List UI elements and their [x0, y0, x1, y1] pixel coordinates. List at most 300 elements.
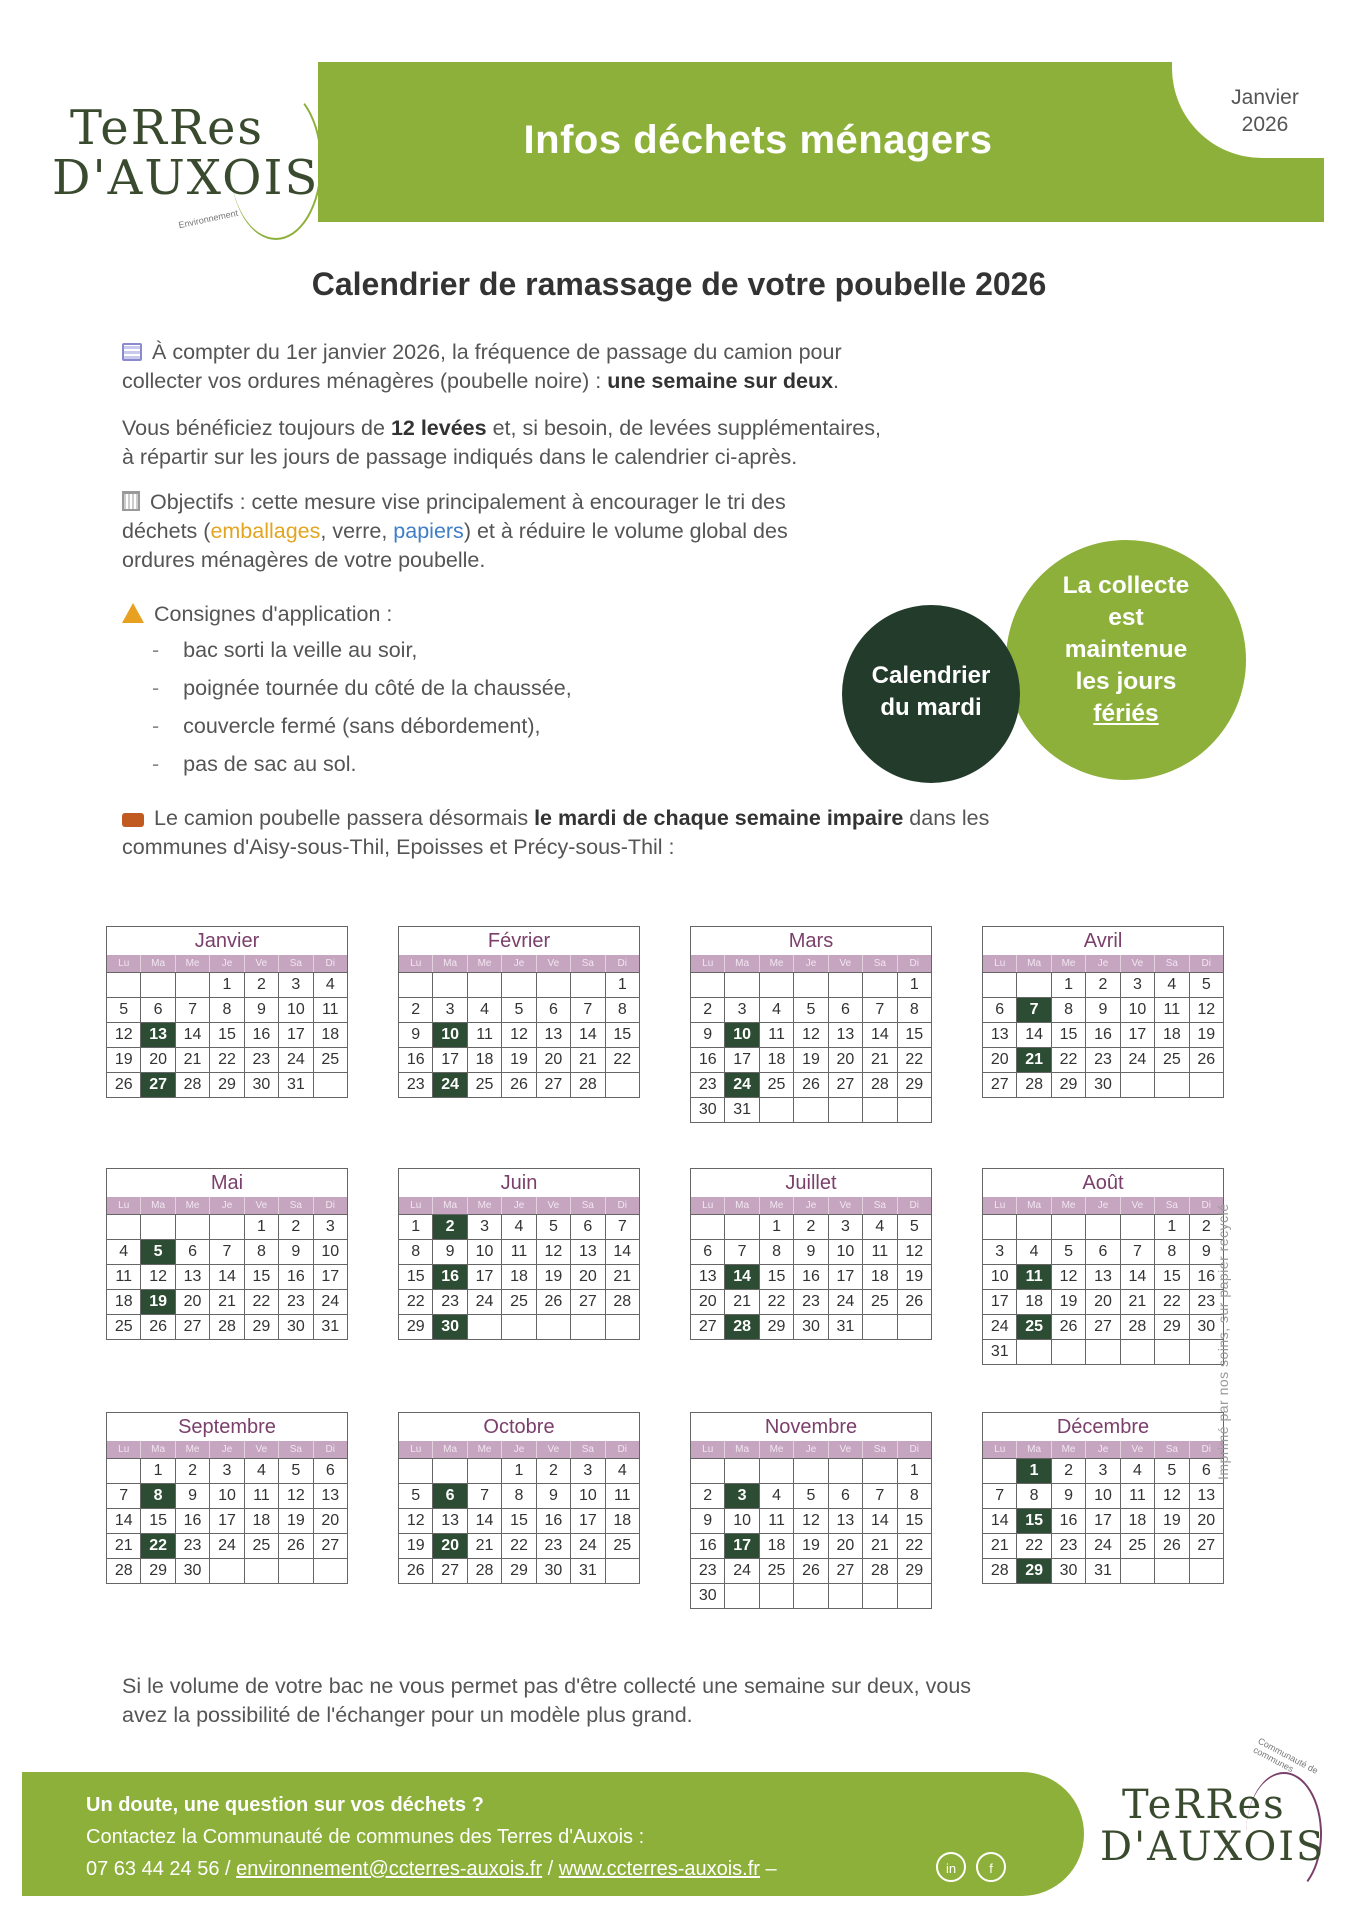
day-cell: 19 [502, 1048, 536, 1073]
empty-cell [399, 973, 433, 998]
day-cell: 8 [245, 1240, 279, 1265]
weekday-label: Sa [279, 955, 313, 972]
weekday-label: Ma [433, 1197, 467, 1214]
collection-day: 27 [141, 1073, 175, 1098]
header-title: Infos déchets ménagers [523, 118, 993, 162]
day-cell: 17 [1121, 1023, 1155, 1048]
days-grid [398, 972, 640, 1098]
weekday-label: Ma [433, 1441, 467, 1458]
day-cell: 4 [760, 998, 794, 1023]
day-cell: 10 [1086, 1484, 1120, 1509]
weekday-label: Ve [829, 1441, 863, 1458]
issue-month: Janvier [1231, 86, 1299, 109]
day-cell: 19 [107, 1048, 141, 1073]
weekday-header [982, 1197, 1224, 1214]
empty-cell [1121, 1215, 1155, 1240]
website-link[interactable]: www.ccterres-auxois.fr [558, 1858, 760, 1880]
day-cell: 6 [314, 1459, 348, 1484]
day-cell: 30 [537, 1559, 571, 1584]
day-cell: 2 [691, 998, 725, 1023]
day-cell: 13 [433, 1509, 467, 1534]
weekday-label: Lu [691, 955, 725, 972]
day-cell: 25 [107, 1315, 141, 1340]
day-cell: 1 [760, 1215, 794, 1240]
month-calendar [106, 1168, 348, 1340]
day-cell: 29 [210, 1073, 244, 1098]
side-print-note: Imprimé par nos soins, sur papier recyclé [1215, 1203, 1231, 1480]
day-cell: 20 [1190, 1509, 1224, 1534]
day-cell: 12 [794, 1509, 828, 1534]
day-cell: 20 [537, 1048, 571, 1073]
empty-cell [468, 1459, 502, 1484]
day-cell: 2 [399, 998, 433, 1023]
day-cell: 19 [399, 1534, 433, 1559]
linkedin-icon[interactable]: in [936, 1852, 966, 1882]
day-cell: 29 [141, 1559, 175, 1584]
day-cell: 2 [176, 1459, 210, 1484]
day-cell: 23 [433, 1290, 467, 1315]
day-cell: 6 [829, 1484, 863, 1509]
weekday-header [398, 1197, 640, 1214]
day-cell: 3 [829, 1215, 863, 1240]
day-cell: 8 [210, 998, 244, 1023]
list-item: - couvercle fermé (sans débordement), [152, 714, 541, 738]
day-cell: 22 [399, 1290, 433, 1315]
day-cell: 12 [537, 1240, 571, 1265]
collection-day: 25 [1017, 1315, 1051, 1340]
day-cell: 30 [794, 1315, 828, 1340]
day-cell: 9 [691, 1023, 725, 1048]
collection-day: 1 [1017, 1459, 1051, 1484]
weekday-label: Ve [1121, 1441, 1155, 1458]
empty-cell [1121, 1340, 1155, 1365]
day-cell: 13 [829, 1023, 863, 1048]
month-name: Juillet [690, 1168, 932, 1197]
day-cell: 3 [468, 1215, 502, 1240]
empty-cell [141, 1215, 175, 1240]
day-cell: 17 [1086, 1509, 1120, 1534]
camion-a: Le camion poubelle passera désormais [154, 806, 535, 830]
empty-cell [245, 1559, 279, 1584]
weekday-label: Lu [691, 1441, 725, 1458]
bottom-note [122, 1672, 1222, 1730]
day-cell: 28 [1017, 1073, 1051, 1098]
day-cell: 3 [571, 1459, 605, 1484]
collection-day: 20 [433, 1534, 467, 1559]
weekday-label: Lu [983, 1441, 1017, 1458]
day-cell: 13 [1086, 1265, 1120, 1290]
collection-day: 28 [725, 1315, 759, 1340]
day-cell: 5 [794, 998, 828, 1023]
day-cell: 26 [1190, 1048, 1224, 1073]
day-cell: 6 [176, 1240, 210, 1265]
weekday-label: Ma [725, 955, 759, 972]
day-cell: 13 [571, 1240, 605, 1265]
month-name: Juin [398, 1168, 640, 1197]
day-cell: 23 [691, 1559, 725, 1584]
day-cell: 17 [571, 1509, 605, 1534]
day-cell: 16 [399, 1048, 433, 1073]
day-cell: 18 [760, 1048, 794, 1073]
day-cell: 24 [829, 1290, 863, 1315]
day-cell: 18 [107, 1290, 141, 1315]
day-cell: 2 [794, 1215, 828, 1240]
day-cell: 12 [141, 1265, 175, 1290]
day-cell: 18 [1121, 1509, 1155, 1534]
day-cell: 10 [1121, 998, 1155, 1023]
day-cell: 22 [502, 1534, 536, 1559]
day-cell: 22 [898, 1534, 932, 1559]
day-cell: 1 [245, 1215, 279, 1240]
empty-cell [829, 1098, 863, 1123]
day-cell: 7 [1121, 1240, 1155, 1265]
empty-cell [691, 1215, 725, 1240]
day-cell: 31 [279, 1073, 313, 1098]
day-cell: 30 [691, 1584, 725, 1609]
day-cell: 26 [1052, 1315, 1086, 1340]
day-cell: 7 [863, 1484, 897, 1509]
day-cell: 13 [314, 1484, 348, 1509]
day-cell: 7 [176, 998, 210, 1023]
weekday-label: Lu [399, 1441, 433, 1458]
day-cell: 30 [279, 1315, 313, 1340]
day-cell: 30 [1086, 1073, 1120, 1098]
day-cell: 25 [1155, 1048, 1189, 1073]
day-cell: 4 [863, 1215, 897, 1240]
weekday-label: Ma [141, 955, 175, 972]
papiers-word: papiers [393, 519, 464, 543]
day-cell: 6 [1086, 1240, 1120, 1265]
day-cell: 16 [279, 1265, 313, 1290]
day-cell: 18 [606, 1509, 640, 1534]
day-cell: 6 [537, 998, 571, 1023]
weekday-header [106, 1441, 348, 1458]
day-cell: 11 [863, 1240, 897, 1265]
day-cell: 6 [983, 998, 1017, 1023]
consignes-list [152, 638, 712, 790]
day-cell: 5 [279, 1459, 313, 1484]
weekday-label: Lu [107, 1197, 141, 1214]
footer-logo-terres: TeRRes [1122, 1782, 1286, 1828]
list-item: - pas de sac au sol. [152, 752, 357, 776]
day-cell: 22 [1155, 1290, 1189, 1315]
day-cell: 23 [794, 1290, 828, 1315]
empty-cell [537, 973, 571, 998]
day-cell: 13 [829, 1509, 863, 1534]
days-grid [398, 1458, 640, 1584]
weekday-header [982, 955, 1224, 972]
weekday-label: Sa [1155, 1441, 1189, 1458]
day-cell: 15 [141, 1509, 175, 1534]
empty-cell [107, 973, 141, 998]
day-cell: 2 [1052, 1459, 1086, 1484]
day-cell: 27 [691, 1315, 725, 1340]
day-cell: 5 [898, 1215, 932, 1240]
day-cell: 9 [433, 1240, 467, 1265]
day-cell: 24 [210, 1534, 244, 1559]
empty-cell [1190, 1073, 1224, 1098]
day-cell: 14 [210, 1265, 244, 1290]
day-cell: 10 [279, 998, 313, 1023]
day-cell: 1 [898, 973, 932, 998]
day-cell: 28 [863, 1559, 897, 1584]
empty-cell [898, 1098, 932, 1123]
day-cell: 11 [760, 1023, 794, 1048]
day-cell: 12 [794, 1023, 828, 1048]
levees-count: 12 levées [390, 416, 487, 440]
day-cell: 28 [863, 1073, 897, 1098]
trash-bin-icon [122, 491, 140, 511]
intro-paragraph [122, 338, 1072, 396]
days-grid [690, 972, 932, 1123]
email-link[interactable]: environnement@ccterres-auxois.fr [236, 1858, 543, 1880]
day-cell: 5 [1190, 973, 1224, 998]
day-cell: 9 [691, 1509, 725, 1534]
day-cell: 29 [399, 1315, 433, 1340]
empty-cell [863, 973, 897, 998]
weekday-label: Di [1201, 958, 1211, 969]
month-calendar [690, 926, 932, 1123]
day-cell: 10 [468, 1240, 502, 1265]
day-cell: 14 [1017, 1023, 1051, 1048]
day-cell: 4 [1017, 1240, 1051, 1265]
separator: / [542, 1858, 559, 1880]
day-cell: 21 [210, 1290, 244, 1315]
separator: / [219, 1858, 237, 1880]
day-cell: 8 [1017, 1484, 1051, 1509]
empty-cell [468, 973, 502, 998]
empty-cell [1155, 1559, 1189, 1584]
day-cell: 21 [863, 1534, 897, 1559]
day-cell: 6 [691, 1240, 725, 1265]
day-cell: 2 [537, 1459, 571, 1484]
day-cell: 6 [829, 998, 863, 1023]
weekday-label: Ve [829, 955, 863, 972]
weekday-label: Me [468, 1197, 502, 1214]
collection-day: 8 [141, 1484, 175, 1509]
day-cell: 27 [1086, 1315, 1120, 1340]
weekday-label: Me [1052, 1197, 1086, 1214]
day-cell: 17 [468, 1265, 502, 1290]
day-cell: 9 [1190, 1240, 1224, 1265]
day-cell: 30 [1190, 1315, 1224, 1340]
weekday-label: Lu [983, 1197, 1017, 1214]
day-cell: 20 [141, 1048, 175, 1073]
day-cell: 12 [1155, 1484, 1189, 1509]
day-cell: 7 [725, 1240, 759, 1265]
day-cell: 25 [760, 1073, 794, 1098]
empty-cell [863, 1459, 897, 1484]
month-calendar [982, 926, 1224, 1098]
month-name: Février [398, 926, 640, 955]
day-cell: 25 [245, 1534, 279, 1559]
day-cell: 3 [314, 1215, 348, 1240]
day-cell: 18 [314, 1023, 348, 1048]
consignes-title-text: Consignes d'application : [154, 602, 393, 626]
day-cell: 11 [468, 1023, 502, 1048]
consigne-1: bac sorti la veille au soir, [183, 638, 418, 662]
month-calendar [982, 1168, 1224, 1365]
day-cell: 4 [107, 1240, 141, 1265]
day-cell: 5 [537, 1215, 571, 1240]
intro-line1: À compter du 1er janvier 2026, la fréquence de passage du camion pour [152, 340, 842, 364]
day-cell: 25 [468, 1073, 502, 1098]
weekday-label: Je [1086, 1441, 1120, 1458]
weekday-label: Di [909, 1444, 919, 1455]
day-cell: 27 [1190, 1534, 1224, 1559]
dash: – [759, 1858, 777, 1880]
day-cell: 4 [1121, 1459, 1155, 1484]
day-cell: 19 [537, 1265, 571, 1290]
day-cell: 4 [314, 973, 348, 998]
weekday-label: Sa [571, 1197, 605, 1214]
objectifs-b: , verre, [320, 519, 394, 543]
day-cell: 9 [176, 1484, 210, 1509]
empty-cell [606, 1073, 640, 1098]
day-cell: 19 [794, 1534, 828, 1559]
bottom-note-line1: Si le volume de votre bac ne vous permet pas d'être collecté une semaine sur deux, vous [122, 1674, 972, 1698]
weekday-label: Di [617, 1200, 627, 1211]
day-cell: 29 [898, 1073, 932, 1098]
day-cell: 21 [1121, 1290, 1155, 1315]
day-cell: 8 [760, 1240, 794, 1265]
day-cell: 9 [1052, 1484, 1086, 1509]
weekday-label: Me [176, 1197, 210, 1214]
collection-day: 21 [1017, 1048, 1051, 1073]
days-grid [106, 1214, 348, 1340]
day-cell: 3 [983, 1240, 1017, 1265]
bubble-green-line4: les jours [1075, 668, 1177, 695]
footer-question: Un doute, une question sur vos déchets ? [86, 1794, 484, 1816]
facebook-icon[interactable]: f [976, 1852, 1006, 1882]
footer-logo-subtitle: Communauté de communes [1251, 1735, 1320, 1776]
day-cell: 13 [176, 1265, 210, 1290]
day-cell: 26 [537, 1290, 571, 1315]
empty-cell [279, 1559, 313, 1584]
weekday-label: Me [1052, 955, 1086, 972]
weekday-label: Ma [141, 1197, 175, 1214]
empty-cell [983, 1215, 1017, 1240]
weekday-label: Je [210, 1197, 244, 1214]
day-cell: 23 [1086, 1048, 1120, 1073]
day-cell: 1 [210, 973, 244, 998]
day-cell: 9 [537, 1484, 571, 1509]
day-cell: 16 [1190, 1265, 1224, 1290]
day-cell: 13 [1190, 1484, 1224, 1509]
empty-cell [433, 973, 467, 998]
day-cell: 27 [571, 1290, 605, 1315]
empty-cell [898, 1584, 932, 1609]
day-cell: 16 [794, 1265, 828, 1290]
levees-a: Vous bénéficiez toujours de [122, 416, 391, 440]
weekday-label: Di [617, 958, 627, 969]
day-cell: 4 [468, 998, 502, 1023]
day-cell: 29 [1155, 1315, 1189, 1340]
month-calendar [982, 1412, 1224, 1584]
footer-logo-dauxois: D'AUXOIS [1100, 1824, 1326, 1870]
day-cell: 11 [1121, 1484, 1155, 1509]
emballages-word: emballages [210, 519, 321, 543]
empty-cell [829, 1584, 863, 1609]
empty-cell [606, 1559, 640, 1584]
levees-paragraph [122, 414, 1072, 472]
empty-cell [760, 1459, 794, 1484]
weekday-label: Me [176, 1441, 210, 1458]
days-grid [982, 972, 1224, 1098]
weekday-label: Lu [107, 1441, 141, 1458]
empty-cell [1086, 1340, 1120, 1365]
day-cell: 28 [1121, 1315, 1155, 1340]
collection-day: 16 [433, 1265, 467, 1290]
empty-cell [1155, 1073, 1189, 1098]
bubble-dark-line1: Calendrier [871, 662, 991, 689]
day-cell: 21 [983, 1534, 1017, 1559]
empty-cell [1155, 1340, 1189, 1365]
collection-day: 29 [1017, 1559, 1051, 1584]
day-cell: 15 [245, 1265, 279, 1290]
bottom-note-line2: avez la possibilité de l'échanger pour un modèle plus grand. [122, 1703, 693, 1727]
day-cell: 11 [107, 1265, 141, 1290]
bubble-green-line3: maintenue [1064, 636, 1188, 663]
empty-cell [571, 1315, 605, 1340]
days-grid [690, 1214, 932, 1340]
levees-c: et, si besoin, de levées supplémentaires, [486, 416, 881, 440]
empty-cell [537, 1315, 571, 1340]
day-cell: 19 [1190, 1023, 1224, 1048]
day-cell: 23 [245, 1048, 279, 1073]
day-cell: 29 [502, 1559, 536, 1584]
day-cell: 28 [176, 1073, 210, 1098]
collection-day: 7 [1017, 998, 1051, 1023]
day-cell: 13 [691, 1265, 725, 1290]
day-cell: 27 [314, 1534, 348, 1559]
day-cell: 16 [691, 1534, 725, 1559]
issue-year: 2026 [1241, 113, 1289, 136]
empty-cell [691, 973, 725, 998]
weekday-label: Ma [725, 1197, 759, 1214]
day-cell: 17 [829, 1265, 863, 1290]
day-cell: 5 [399, 1484, 433, 1509]
day-cell: 15 [1052, 1023, 1086, 1048]
empty-cell [176, 1215, 210, 1240]
day-cell: 17 [210, 1509, 244, 1534]
collection-day: 3 [725, 1484, 759, 1509]
phone-number[interactable]: 07 63 44 24 56 [86, 1858, 220, 1880]
collection-day: 19 [141, 1290, 175, 1315]
day-cell: 25 [606, 1534, 640, 1559]
day-cell: 27 [829, 1073, 863, 1098]
weekday-label: Ma [141, 1441, 175, 1458]
day-cell: 2 [279, 1215, 313, 1240]
day-cell: 24 [314, 1290, 348, 1315]
list-item: - bac sorti la veille au soir, [152, 638, 418, 662]
weekday-label: Me [760, 1197, 794, 1214]
empty-cell [314, 1559, 348, 1584]
day-cell: 14 [1121, 1265, 1155, 1290]
calendar-icon [122, 343, 142, 361]
collection-day: 13 [141, 1023, 175, 1048]
day-cell: 4 [760, 1484, 794, 1509]
objectifs-a: déchets ( [122, 519, 211, 543]
day-cell: 7 [983, 1484, 1017, 1509]
day-cell: 20 [314, 1509, 348, 1534]
month-name: Mai [106, 1168, 348, 1197]
empty-cell [794, 1459, 828, 1484]
day-cell: 10 [210, 1484, 244, 1509]
intro-frequency: une semaine sur deux [607, 369, 834, 393]
weekday-label: Je [1086, 955, 1120, 972]
day-cell: 30 [176, 1559, 210, 1584]
